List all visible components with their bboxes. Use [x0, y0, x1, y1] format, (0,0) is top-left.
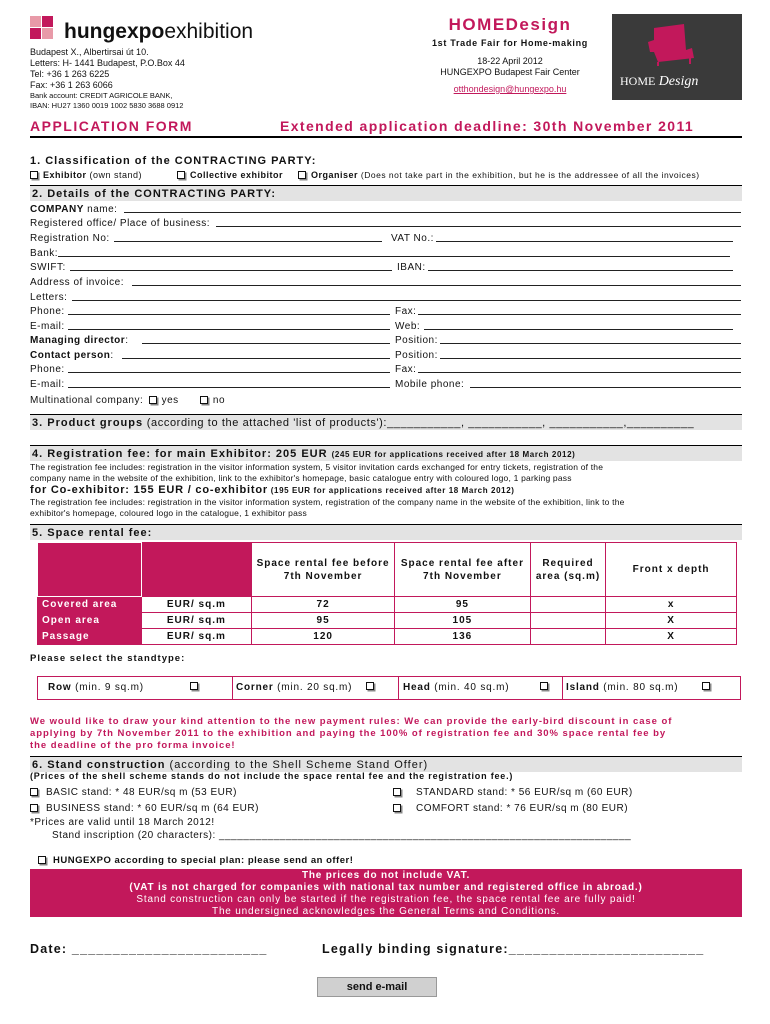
- date-field[interactable]: Date: ________________________: [30, 942, 268, 956]
- fax-label: Fax:: [395, 306, 417, 317]
- cp-label: Contact person:: [30, 350, 114, 361]
- table-header: Space rental fee before 7th November: [252, 543, 395, 597]
- multinational-no-checkbox[interactable]: [200, 396, 208, 404]
- co-exhibitor-title: for Co-exhibitor: 155 EUR / co-exhibitor (195 EUR for applications received after 18 March 2012): [30, 484, 515, 496]
- table-header: Required area (sq.m): [530, 543, 605, 597]
- multinational-row: [30, 395, 225, 406]
- option-collective[interactable]: [177, 170, 283, 180]
- reg-fee-desc-2: company name in the website of the exhibition, link to the exhibitor's homepage, basic catalogue entry with coloured logo, 1 parking pass: [30, 473, 572, 483]
- payment-notice: [30, 716, 672, 752]
- basic-stand-checkbox[interactable]: [30, 788, 38, 796]
- multinational-yes-checkbox[interactable]: [149, 396, 157, 404]
- email2-field[interactable]: [68, 379, 390, 388]
- letters-field[interactable]: [72, 292, 741, 301]
- iban-label: IBAN:: [397, 262, 426, 273]
- row-label: Open area: [38, 613, 142, 629]
- row-unit: EUR/ sq.m: [141, 629, 252, 645]
- payment-notice-line: We would like to draw your kind attention to the new payment rules: We can provide the early-bird discount in case of: [30, 716, 673, 727]
- comfort-stand-option[interactable]: COMFORT stand: * 76 EUR/sq m (80 EUR): [393, 803, 628, 814]
- letters-label: Letters:: [30, 292, 68, 303]
- phone-label: Phone:: [30, 306, 65, 317]
- logo-design-text: Design: [658, 74, 699, 89]
- space-rental-table: [37, 542, 737, 645]
- registered-field[interactable]: [216, 218, 741, 227]
- special-plan-option[interactable]: HUNGEXPO according to special plan: please send an offer!: [38, 855, 353, 866]
- swift-label: SWIFT:: [30, 262, 66, 273]
- row-area-input[interactable]: [530, 613, 605, 629]
- logo-light-text: exhibition: [164, 20, 254, 43]
- row-unit: EUR/ sq.m: [141, 613, 252, 629]
- regno-field[interactable]: [114, 233, 382, 242]
- row-unit: EUR/ sq.m: [141, 597, 252, 613]
- section-6-title: 6. Stand construction (according to the Shell Scheme Stand Offer): [30, 756, 742, 772]
- signature-field[interactable]: Legally binding signature:________________________: [322, 942, 705, 956]
- payment-notice-line: the deadline of the pro forma invoice!: [30, 740, 236, 751]
- logo-squares-icon: [30, 16, 54, 40]
- email-label: E-mail:: [30, 321, 65, 332]
- multinational-label: Multinational company:: [30, 395, 144, 406]
- collective-checkbox[interactable]: [177, 171, 185, 179]
- row-after: 95: [395, 597, 531, 613]
- event-dates: 18-22 April 2012: [477, 56, 543, 66]
- standard-stand-option[interactable]: STANDARD stand: * 56 EUR/sq m (60 EUR): [393, 787, 633, 798]
- vat-notice-line: The prices do not include VAT.: [301, 870, 471, 881]
- form-deadline: Extended application deadline: 30th November 2011: [280, 118, 695, 134]
- vat-field[interactable]: [436, 233, 733, 242]
- email2-label: E-mail:: [30, 379, 65, 390]
- row-label: Covered area: [38, 597, 142, 613]
- send-email-button[interactable]: send e-mail: [317, 977, 437, 997]
- organiser-note: (Does not take part in the exhibition, but he is the addressee of all the invoices): [358, 170, 700, 180]
- collective-label: Collective exhibitor: [190, 170, 284, 180]
- vat-label: VAT No.:: [391, 233, 434, 244]
- stand-corner-checkbox[interactable]: [366, 682, 374, 690]
- phone2-field[interactable]: [68, 364, 390, 373]
- email-field[interactable]: [68, 321, 390, 330]
- hungexpo-logo: [30, 16, 290, 46]
- mobile-field[interactable]: [470, 379, 741, 388]
- event-venue: HUNGEXPO Budapest Fair Center: [440, 67, 580, 77]
- event-title: HOMEDesign: [448, 15, 572, 34]
- stand-inscription-field[interactable]: Stand inscription (20 characters): ____________________________________________________________________: [52, 830, 632, 841]
- vat-notice-line: Stand construction can only be started if the registration fee, the space rental fee are fully paid!: [136, 894, 636, 905]
- organiser-checkbox[interactable]: [298, 171, 306, 179]
- row-area-input[interactable]: [530, 629, 605, 645]
- row-dim[interactable]: X: [606, 629, 737, 645]
- special-plan-checkbox[interactable]: [38, 856, 46, 864]
- mobile-label: Mobile phone:: [395, 379, 465, 390]
- company-field[interactable]: [124, 204, 741, 213]
- event-email-link[interactable]: otthondesign@hungexpo.hu: [453, 84, 567, 94]
- row-dim[interactable]: X: [606, 613, 737, 629]
- vat-notice-box: [30, 869, 742, 917]
- iban-field[interactable]: [428, 262, 733, 271]
- address-field[interactable]: [132, 277, 741, 286]
- row-label: Passage: [38, 629, 142, 645]
- header-blank: [38, 543, 142, 597]
- md-field[interactable]: [142, 335, 390, 344]
- row-before: 95: [252, 613, 395, 629]
- row-after: 136: [395, 629, 531, 645]
- web-label: Web:: [395, 321, 421, 332]
- position-field[interactable]: [440, 335, 741, 344]
- registered-label: Registered office/ Place of business:: [30, 218, 211, 229]
- co-fee-desc-2: exhibitor's homepage, coloured logo in the catalogue, 1 exhibitor pass: [30, 508, 307, 518]
- basic-stand-option[interactable]: BASIC stand: * 48 EUR/sq m (53 EUR): [30, 787, 237, 798]
- organiser-label: Organiser: [311, 170, 359, 180]
- stand-head[interactable]: Head (min. 40 sq.m): [403, 682, 510, 693]
- phone2-label: Phone:: [30, 364, 65, 375]
- vat-notice-line: The undersigned acknowledges the General Terms and Conditions.: [212, 906, 560, 917]
- phone-field[interactable]: [68, 306, 390, 315]
- row-dim[interactable]: x: [606, 597, 737, 613]
- option-exhibitor[interactable]: [30, 170, 142, 180]
- bank-field[interactable]: [58, 248, 730, 257]
- org-line: Tel: +36 1 263 6225: [30, 69, 110, 79]
- section-4-title: 4. Registration fee: for main Exhibitor: 205 EUR (245 EUR for applications received after 18 March 2012): [30, 445, 742, 461]
- position2-field[interactable]: [440, 350, 741, 359]
- section-2-title: 2. Details of the CONTRACTING PARTY:: [30, 185, 742, 201]
- table-header-row: [38, 543, 737, 597]
- multinational-yes-label: yes: [161, 395, 179, 406]
- row-before: 72: [252, 597, 395, 613]
- section-1-title: 1. Classification of the CONTRACTING PARTY:: [30, 155, 317, 167]
- stand-corner[interactable]: Corner (min. 20 sq.m): [236, 682, 353, 693]
- stand-head-checkbox[interactable]: [540, 682, 548, 690]
- comfort-stand-checkbox[interactable]: [393, 804, 401, 812]
- swift-field[interactable]: [70, 262, 392, 271]
- logo-bold-text: hungexpo: [64, 20, 165, 43]
- org-bank: Bank account: CREDIT AGRICOLE BANK,: [30, 91, 173, 100]
- exhibitor-checkbox[interactable]: [30, 171, 38, 179]
- table-row: [38, 629, 737, 645]
- armchair-icon: [646, 22, 698, 66]
- standard-stand-checkbox[interactable]: [393, 788, 401, 796]
- md-label: Managing director:: [30, 335, 129, 346]
- table-header: Front x depth: [606, 543, 737, 597]
- title-divider: [30, 136, 742, 138]
- homedesign-logo: [612, 14, 742, 100]
- fax2-field[interactable]: [418, 364, 741, 373]
- table-row: [38, 597, 737, 613]
- payment-notice-line: applying by 7th November 2011 to the exhibition and paying the 100% of registration fee and 30% space rental fee by: [30, 728, 667, 739]
- position2-label: Position:: [395, 350, 438, 361]
- business-stand-checkbox[interactable]: [30, 804, 38, 812]
- org-address: [30, 47, 185, 110]
- stand-row[interactable]: Row (min. 9 sq.m): [48, 682, 144, 693]
- business-stand-option[interactable]: BUSINESS stand: * 60 EUR/sq m (64 EUR): [30, 803, 259, 814]
- option-organiser[interactable]: [298, 170, 700, 180]
- fax2-label: Fax:: [395, 364, 417, 375]
- regno-label: Registration No:: [30, 233, 110, 244]
- section-3-title: 3. Product groups (according to the attached 'list of products'):___________, ___________, ___________,__________: [30, 414, 742, 430]
- vat-notice-line: (VAT is not charged for companies with national tax number and registered office in abroad.): [129, 882, 643, 893]
- fax-field[interactable]: [418, 306, 741, 315]
- address-label: Address of invoice:: [30, 277, 124, 288]
- reg-fee-desc-1: The registration fee includes: registration in the visitor information system, 5 visitor invitation cards exchanged for entry tickets, registration of the: [30, 462, 604, 472]
- stand-row-checkbox[interactable]: [190, 682, 198, 690]
- form-title: APPLICATION FORM: [30, 118, 193, 134]
- stand-island-checkbox[interactable]: [702, 682, 710, 690]
- exhibitor-label: Exhibitor: [43, 170, 87, 180]
- position-label: Position:: [395, 335, 438, 346]
- shell-note: (Prices of the shell scheme stands do not include the space rental fee and the registration fee.): [30, 771, 514, 781]
- event-subtitle: 1st Trade Fair for Home-making: [431, 38, 589, 48]
- table-header: Space rental fee after 7th November: [395, 543, 531, 597]
- stand-island[interactable]: Island (min. 80 sq.m): [566, 682, 679, 693]
- section-5-title: 5. Space rental fee:: [30, 524, 742, 540]
- cp-field[interactable]: [122, 350, 390, 359]
- standtype-selector: [37, 676, 741, 700]
- row-after: 105: [395, 613, 531, 629]
- co-fee-desc-1: The registration fee includes: registration in the visitor information system, registration of the company name in the website of the exhibition, link to the: [30, 497, 625, 507]
- header-blank: [141, 543, 252, 597]
- multinational-no-label: no: [212, 395, 226, 406]
- org-line: Budapest X., Albertirsai út 10.: [30, 47, 149, 57]
- web-field[interactable]: [424, 321, 733, 330]
- table-row: [38, 613, 737, 629]
- org-line: Letters: H- 1441 Budapest, P.O.Box 44: [30, 58, 185, 68]
- prices-valid-note: *Prices are valid until 18 March 2012!: [30, 817, 215, 828]
- org-line: Fax: +36 1 263 6066: [30, 80, 113, 90]
- row-before: 120: [252, 629, 395, 645]
- company-label: COMPANY name:: [30, 204, 118, 215]
- org-iban: IBAN: HU27 1360 0019 1002 5830 3688 0912: [30, 100, 184, 110]
- exhibitor-note: (own stand): [86, 170, 143, 180]
- logo-home-text: HOME: [620, 74, 656, 88]
- row-area-input[interactable]: [530, 597, 605, 613]
- bank-label: Bank:: [30, 248, 59, 259]
- standtype-prompt: Please select the standtype:: [30, 653, 186, 664]
